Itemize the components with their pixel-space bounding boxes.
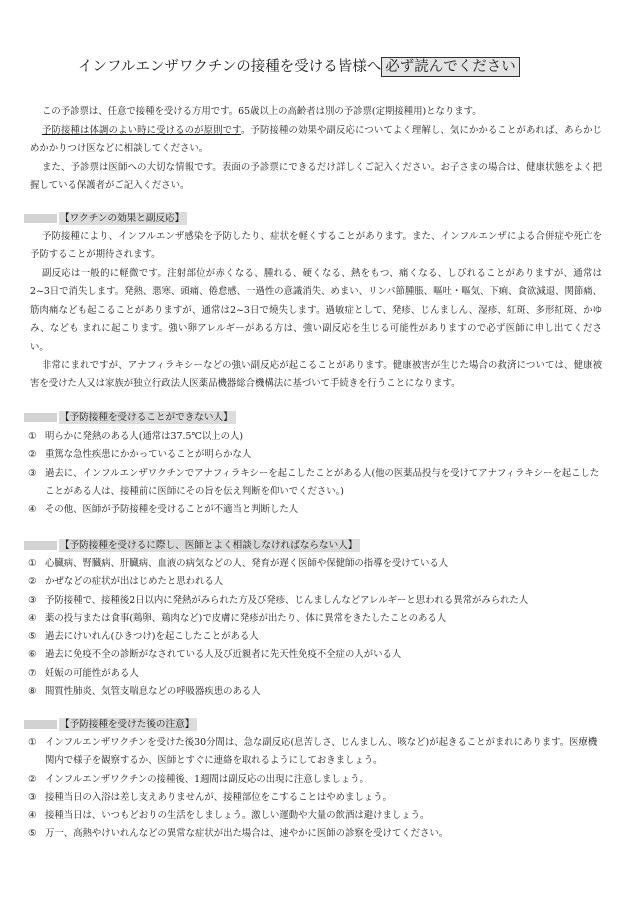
heading-bar bbox=[24, 541, 57, 550]
list-item: ③ 過去に、インフルエンザワクチンでアナフィラキシーを起こしたことがある人(他の医薬品投与を受けてアナフィラキシーを起こしたことがある人は、接種前に医師にその旨を伝え判断を仰いでください。) bbox=[28, 467, 600, 497]
section-heading-after-vaccination: 【予防接種を受けた後の注意】 bbox=[24, 718, 197, 732]
cannot-receive-list bbox=[28, 428, 602, 519]
after-vaccination-list bbox=[28, 734, 602, 844]
list-item: ① 心臓病、腎臓病、肝臓病、血液の病気などの人、発育が遅く医師や保健師の指導を受けている人 bbox=[28, 558, 449, 569]
title-main: インフルエンザワクチンの接種を受ける皆様へ bbox=[78, 59, 382, 75]
list-item: ② インフルエンザワクチンの接種後、1週間は副反応の出現に注意しましょう。 bbox=[28, 773, 369, 785]
effects-paragraph-2: 副反応は一般的に軽微です。注射部位が赤くなる、腫れる、硬くなる、熱をもつ、痛くなる、しびれることがありますが、通常は2~3日で消失します。発熱、悪寒、頭痛、倦怠感、一過性の意識消失、めまい、リンパ節腫脹、嘔吐・嘔気、下痢、食欲減退、関節痛、筋肉痛なども起こることがありますが、通常は2~3日で燒失します。過敏症として、発疹、じんましん、湿疹、紅斑、多形紅斑、かゆみ、なども まれに起こります。強い卵アレルギーがある方は、強い副反応を生じる可能性がありますので必ず医師に申し出てください。 bbox=[30, 268, 602, 353]
consult-doctor-list bbox=[28, 555, 602, 701]
section-heading-cannot-receive: 【予防接種を受けることができない人】 bbox=[24, 411, 236, 425]
list-item: ④ 薬の投与または食事(鶏卵、鶏肉など)で皮膚に発疹が出たり、体に異常をきたしたことのある人 bbox=[28, 612, 447, 624]
page-title bbox=[78, 55, 558, 79]
effects-paragraph-1: 予防接種により、インフルエンザ感染を予防したり、症状を軽くすることがあります。また、インフルエンザによる合併症や死亡を予防することが期待されます。 bbox=[30, 231, 602, 261]
list-item: ① インフルエンザワクチンを受けた後30分間は、急な副反応(息苦しさ、じんましん、咳など)が起きることがまれにあります。医療機関内で様子を観察するか、医師とすぐに連絡を取れるようにしておきましょう。 bbox=[28, 737, 598, 767]
heading-bar bbox=[24, 720, 57, 729]
list-item: ③ 予防接種で、接種後2日以内に発熱がみられた方及び発疹、じんましんなどアレルギーと思われる異常がみられた人 bbox=[28, 594, 529, 606]
list-item: ④ 接種当日は、いつもどおりの生活をしましょう。激しい運動や大量の飲酒は避けましょう。 bbox=[28, 810, 430, 822]
section-heading-consult-doctor: 【予防接種を受けるに際し、医師とよく相談しなければならない人】 bbox=[24, 539, 360, 553]
list-item: ⑦ 妊娠の可能性がある人 bbox=[28, 667, 139, 679]
title-boxed-notice: 必ず読んでください bbox=[381, 57, 520, 77]
list-item: ② かぜなどの症状が出はじめたと思われる人 bbox=[28, 576, 224, 588]
intro-paragraph-3: また、予診票は医師への大切な情報です。表面の予診票にできるだけ詳しくご記入ください。お子さまの場合は、健康状態をよく把握している保護者がご記入ください。 bbox=[30, 162, 602, 192]
list-item: ⑧ 間質性肺炎、気管支喘息などの呼吸器疾患のある人 bbox=[28, 686, 261, 698]
list-item: ④ その他、医師が予防接種を受けることが不適当と判断した人 bbox=[28, 504, 299, 516]
heading-bar bbox=[24, 214, 57, 223]
section-heading-vaccine-effects: 【ワクチンの効果と副反応】 bbox=[24, 212, 187, 226]
intro-paragraph-1: この予診票は、任意で接種を受ける方用です。65歳以上の高齢者は別の予診票(定期接種用)となります。 bbox=[42, 106, 482, 117]
list-item: ⑤ 過去にけいれん(ひきつけ)を起こしたことがある人 bbox=[28, 631, 259, 643]
intro-paragraph-2 bbox=[30, 122, 602, 159]
list-item: ② 重篤な急性疾患にかかっていることが明らかな人 bbox=[28, 449, 252, 461]
effects-paragraph-3: 非常にまれですが、アナフィラキシーなどの強い副反応が起こることがあります。健康被害が生じた場合の救済については、健康被害を受けた人又は家族が独立行政法人医薬品機器総合機構法に基づいて手続きを行うことになります。 bbox=[30, 360, 602, 390]
list-item: ③ 接種当日の入浴は差し支えありませんが、接種部位をこすることはやめましょう。 bbox=[28, 791, 392, 803]
list-item: ⑤ 万一、高熱やけいれんなどの異常な症状が出た場合は、速やかに医師の診察を受けてください。 bbox=[28, 828, 449, 840]
intro-paragraph-2-rest: 。予防接種の効果や副反応についてよく理解し、気にかかることがあれば、あらかじめかかりつけ医などに相談してください。 bbox=[30, 125, 602, 155]
list-item: ⑥ 過去に免疫不全の診断がなされている人及び近親者に先天性免疫不全症の人がいる人 bbox=[28, 649, 402, 661]
intro-principle-underlined: 予防接種は体調のよい時に受けるのが原則です bbox=[42, 125, 241, 136]
list-item: ① 明らかに発熱のある人(通常は37.5℃以上の人) bbox=[28, 431, 244, 442]
heading-bar bbox=[24, 413, 57, 422]
